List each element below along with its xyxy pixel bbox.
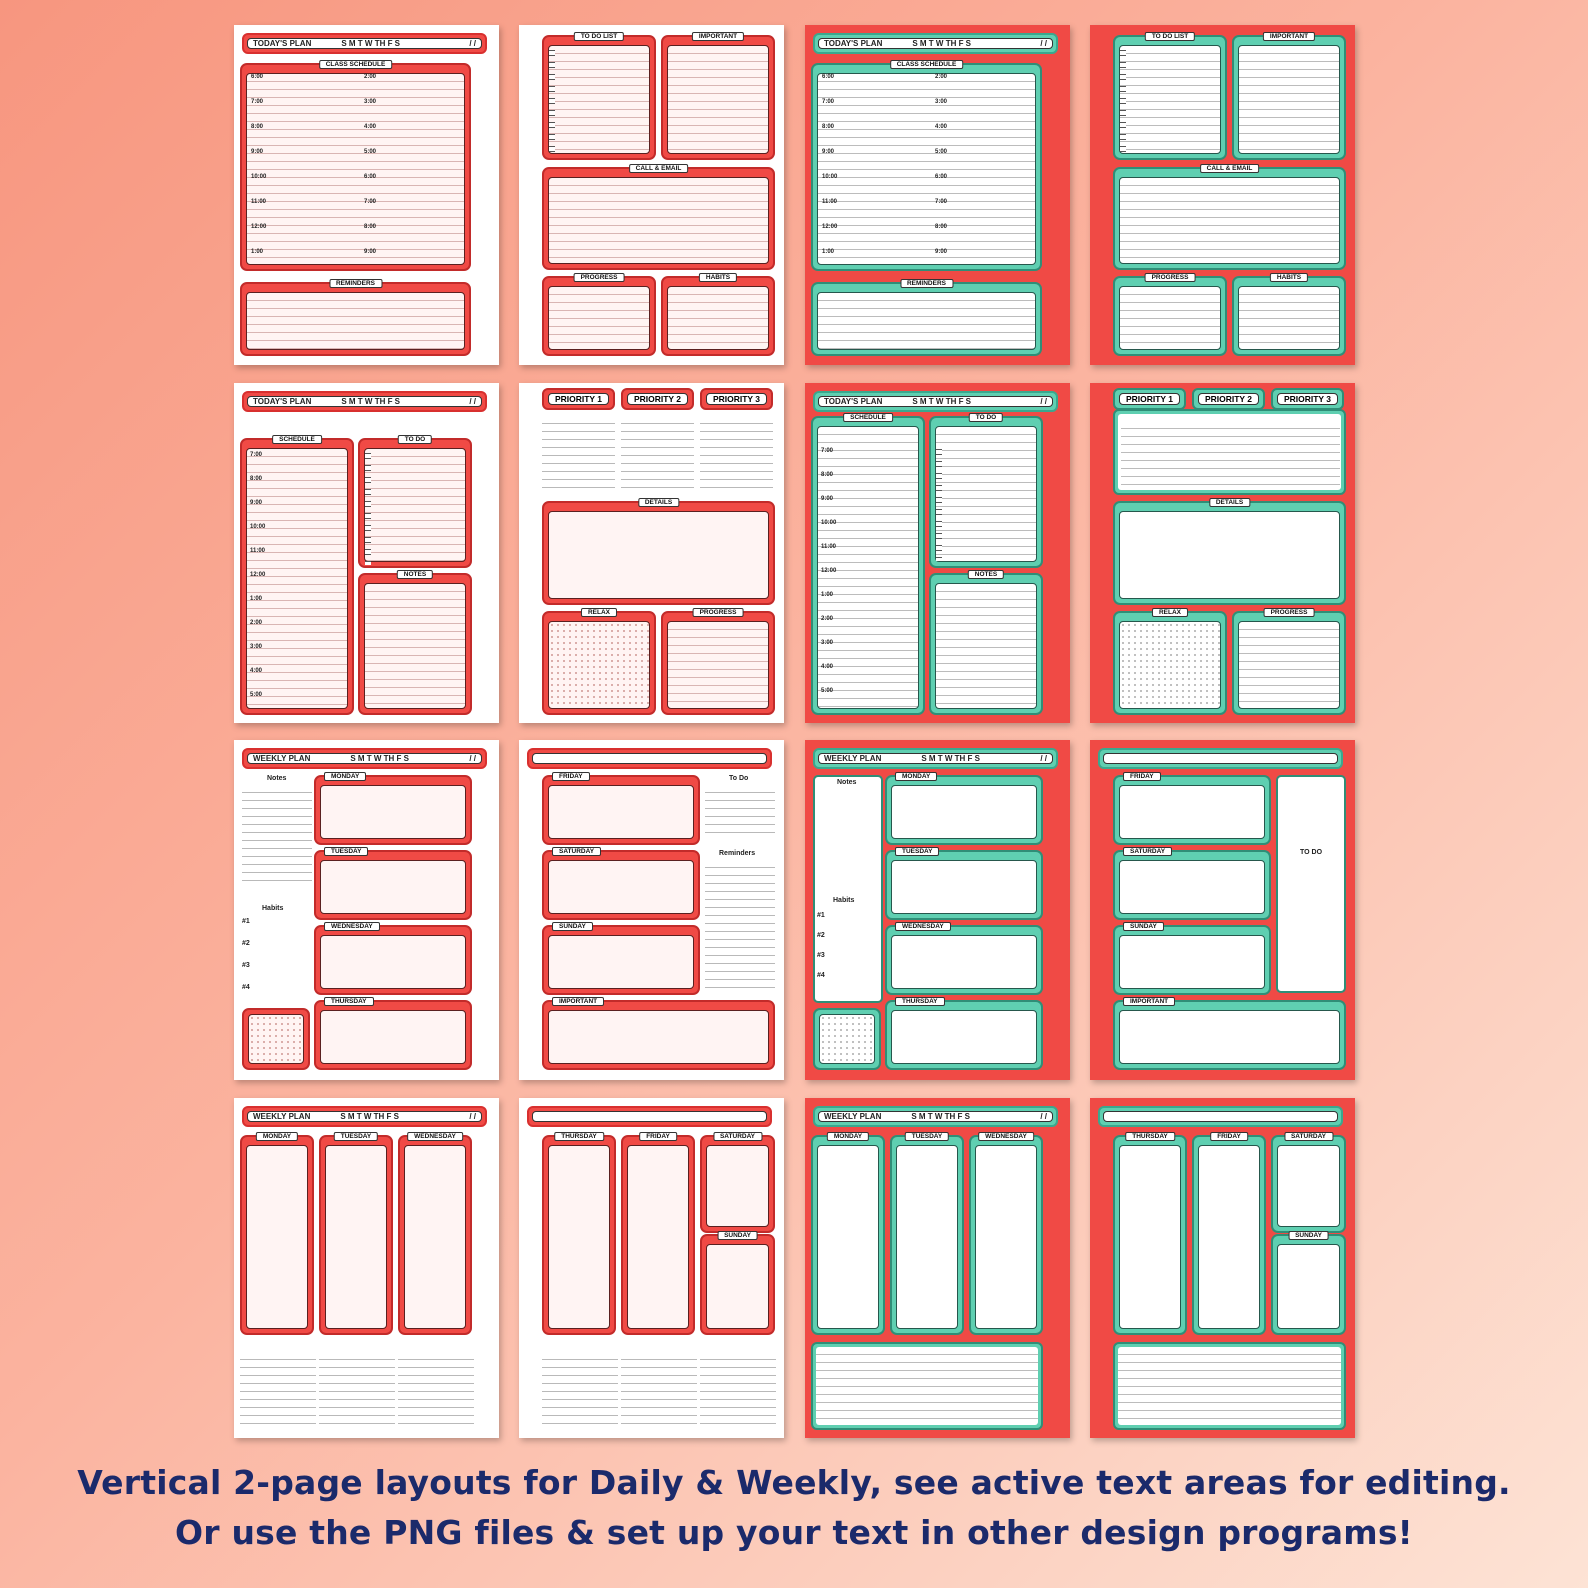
important-box: IMPORTANT	[542, 1000, 775, 1070]
relax-box	[542, 611, 656, 715]
wednesday-box: WEDNESDAY	[885, 925, 1043, 995]
sunday-box: SUNDAY	[1113, 925, 1271, 995]
page-weekly-columns-b-teal	[1090, 1098, 1355, 1438]
important-box	[1232, 35, 1346, 160]
class-schedule-tab: CLASS SCHEDULE	[319, 60, 393, 69]
schedule-tab: SCHEDULE	[272, 435, 322, 444]
header-date: / /	[469, 39, 476, 48]
priority-1: PRIORITY 1	[542, 388, 615, 410]
page-weekly-a-red: WEEKLY PLAN S M T W TH F S / / Notes Habits #1 #2 #3 #4 MONDAY TUESDAY WEDNESDAY THURSDAY	[234, 740, 499, 1080]
schedule-tab: SCHEDULE	[843, 413, 893, 422]
notes-label: Notes	[267, 775, 287, 782]
thursday-box: THURSDAY	[885, 1000, 1043, 1070]
sunday-column: SUNDAY	[700, 1234, 775, 1335]
progress-box	[1113, 276, 1227, 356]
saturday-column: SATURDAY	[700, 1135, 775, 1233]
header-title: WEEKLY PLAN	[253, 1112, 311, 1121]
page-daily-priorities-red	[519, 383, 784, 723]
friday-column: FRIDAY	[621, 1135, 695, 1335]
header-title: TODAY'S PLAN	[824, 397, 883, 406]
reminders-tab: REMINDERS	[329, 279, 382, 288]
header-bar	[527, 1106, 772, 1127]
header-bar	[813, 748, 1058, 769]
todo-tab: TO DO	[398, 435, 432, 444]
header-bar	[242, 748, 487, 769]
header-bar	[242, 33, 487, 54]
reminders-box	[811, 282, 1042, 356]
header-bar	[813, 33, 1058, 54]
progress-tab: PROGRESS	[574, 273, 625, 282]
priority-3: PRIORITY 3	[1271, 388, 1344, 410]
progress-tab: PROGRESS	[693, 608, 744, 617]
tuesday-box: TUESDAY	[885, 850, 1043, 920]
header-date: / /	[1040, 397, 1047, 406]
sunday-column: SUNDAY	[1271, 1234, 1346, 1335]
header-bar	[527, 748, 772, 769]
header-bar	[813, 1106, 1058, 1127]
todo-list-box	[1113, 35, 1227, 160]
important-tab: IMPORTANT	[1263, 32, 1315, 41]
reminders-label: Reminders	[719, 850, 756, 857]
progress-box	[1232, 611, 1346, 715]
saturday-box: SATURDAY	[1113, 850, 1271, 920]
habits-box	[1232, 276, 1346, 356]
class-schedule-tab: CLASS SCHEDULE	[890, 60, 964, 69]
notes-label: Notes	[837, 779, 857, 786]
header-days: S M T W TH F S	[911, 1112, 971, 1121]
todo-list-tab: TO DO LIST	[574, 32, 624, 41]
header-days: S M T W TH F S	[341, 397, 401, 406]
habits-label: Habits	[262, 905, 284, 912]
priority-3: PRIORITY 3	[700, 388, 773, 410]
schedule-box: SCHEDULE 7:00 8:00 9:00 10:00 11:00 12:00 1:00 2:00 3:00 4:00 5:00	[240, 438, 354, 715]
call-email-box	[542, 167, 775, 270]
wednesday-column: WEDNESDAY	[398, 1135, 472, 1335]
header-days: S M T W TH F S	[912, 397, 972, 406]
page-weekly-columns-b-red	[519, 1098, 784, 1438]
important-box: IMPORTANT	[1113, 1000, 1346, 1070]
monday-column: MONDAY	[811, 1135, 885, 1335]
friday-box: FRIDAY	[1113, 775, 1271, 845]
reminders-box	[240, 282, 471, 356]
header-title: WEEKLY PLAN	[824, 1112, 882, 1121]
details-tab: DETAILS	[638, 498, 679, 507]
header-title: WEEKLY PLAN	[253, 754, 311, 763]
page-weekly-a-teal: WEEKLY PLAN S M T W TH F S / / Notes Habits #1 #2 #3 #4 MONDAY TUESDAY WEDNESDAY THURSDAY	[805, 740, 1070, 1080]
page-daily-schedule-teal	[805, 383, 1070, 723]
tuesday-column: TUESDAY	[319, 1135, 393, 1335]
caption-line-2: Or use the PNG files & set up your text in other design programs!	[175, 1513, 1413, 1552]
header-days: S M T W TH F S	[341, 39, 401, 48]
todo-box	[929, 416, 1043, 568]
page-weekly-columns-a-red	[234, 1098, 499, 1438]
header-date: / /	[1040, 754, 1047, 763]
progress-tab: PROGRESS	[1145, 273, 1196, 282]
call-email-tab: CALL & EMAIL	[629, 164, 689, 173]
thursday-box: THURSDAY	[314, 1000, 472, 1070]
page-daily-class-schedule-teal	[805, 25, 1070, 365]
header-date: / /	[469, 1112, 476, 1121]
header-date: / /	[1040, 1112, 1047, 1121]
caption-line-1: Vertical 2-page layouts for Daily & Weekly, see active text areas for editing.	[77, 1463, 1511, 1502]
todo-tab: TO DO	[969, 413, 1003, 422]
todo-label: To Do	[729, 775, 749, 782]
wednesday-column: WEDNESDAY	[969, 1135, 1043, 1335]
todo-box	[358, 438, 472, 568]
header-title: TODAY'S PLAN	[253, 39, 312, 48]
schedule-box: SCHEDULE 7:00 8:00 9:00 10:00 11:00 12:00 1:00 2:00 3:00 4:00 5:00	[811, 416, 925, 715]
tuesday-column: TUESDAY	[890, 1135, 964, 1335]
page-daily-todo-teal	[1090, 25, 1355, 365]
reminders-tab: REMINDERS	[900, 279, 953, 288]
header-title: TODAY'S PLAN	[824, 39, 883, 48]
page-daily-priorities-teal	[1090, 383, 1355, 723]
saturday-box: SATURDAY	[542, 850, 700, 920]
header-title: TODAY'S PLAN	[253, 397, 312, 406]
habits-tab: HABITS	[1270, 273, 1308, 282]
todo-list-box	[542, 35, 656, 160]
relax-tab: RELAX	[581, 608, 617, 617]
monday-box: MONDAY	[314, 775, 472, 845]
relax-tab: RELAX	[1152, 608, 1188, 617]
call-email-tab: CALL & EMAIL	[1200, 164, 1260, 173]
header-bar	[1098, 748, 1343, 769]
todo-list-tab: TO DO LIST	[1145, 32, 1195, 41]
header-days: S M T W TH F S	[350, 754, 410, 763]
header-days: S M T W TH F S	[912, 39, 972, 48]
header-bar	[242, 1106, 487, 1127]
monday-box: MONDAY	[885, 775, 1043, 845]
thursday-column: THURSDAY	[542, 1135, 616, 1335]
monday-column: MONDAY	[240, 1135, 314, 1335]
habits-box	[661, 276, 775, 356]
thursday-column: THURSDAY	[1113, 1135, 1187, 1335]
page-weekly-b-red	[519, 740, 784, 1080]
header-title: WEEKLY PLAN	[824, 754, 882, 763]
details-box	[542, 501, 775, 605]
header-bar	[813, 391, 1058, 412]
page-daily-todo-red	[519, 25, 784, 365]
important-box	[661, 35, 775, 160]
progress-box	[661, 611, 775, 715]
header-bar	[1098, 1106, 1343, 1127]
wednesday-box: WEDNESDAY	[314, 925, 472, 995]
page-weekly-columns-a-teal	[805, 1098, 1070, 1438]
important-tab: IMPORTANT	[692, 32, 744, 41]
header-date: / /	[1040, 39, 1047, 48]
page-daily-schedule-red	[234, 383, 499, 723]
header-date: / /	[469, 397, 476, 406]
page-weekly-b-teal	[1090, 740, 1355, 1080]
progress-box	[542, 276, 656, 356]
header-days: S M T W TH F S	[340, 1112, 400, 1121]
priority-1: PRIORITY 1	[1113, 388, 1186, 410]
relax-box	[1113, 611, 1227, 715]
header-bar	[242, 391, 487, 412]
details-tab: DETAILS	[1209, 498, 1250, 507]
friday-box: FRIDAY	[542, 775, 700, 845]
habits-tab: HABITS	[699, 273, 737, 282]
priority-2: PRIORITY 2	[621, 388, 694, 410]
tuesday-box: TUESDAY	[314, 850, 472, 920]
header-date: / /	[469, 754, 476, 763]
saturday-column: SATURDAY	[1271, 1135, 1346, 1233]
notes-tab: NOTES	[968, 570, 1004, 579]
notes-tab: NOTES	[397, 570, 433, 579]
priority-2: PRIORITY 2	[1192, 388, 1265, 410]
friday-column: FRIDAY	[1192, 1135, 1266, 1335]
habits-label: Habits	[833, 897, 855, 904]
todo-label: TO DO	[1300, 849, 1323, 856]
details-box	[1113, 501, 1346, 605]
class-schedule-box: CLASS SCHEDULE 6:00 7:00 8:00 9:00 10:00 11:00 12:00 1:00 2:00 3:00 4:00 5:00 6:00 7:00 8:00 9:00	[240, 63, 471, 271]
page-daily-class-schedule-red	[234, 25, 499, 365]
notes-box	[929, 573, 1043, 715]
call-email-box	[1113, 167, 1346, 270]
progress-tab: PROGRESS	[1264, 608, 1315, 617]
header-days: S M T W TH F S	[921, 754, 981, 763]
notes-box	[358, 573, 472, 715]
class-schedule-box: CLASS SCHEDULE 6:00 7:00 8:00 9:00 10:00 11:00 12:00 1:00 2:00 3:00 4:00 5:00 6:00 7:00 8:00 9:00	[811, 63, 1042, 271]
sunday-box: SUNDAY	[542, 925, 700, 995]
